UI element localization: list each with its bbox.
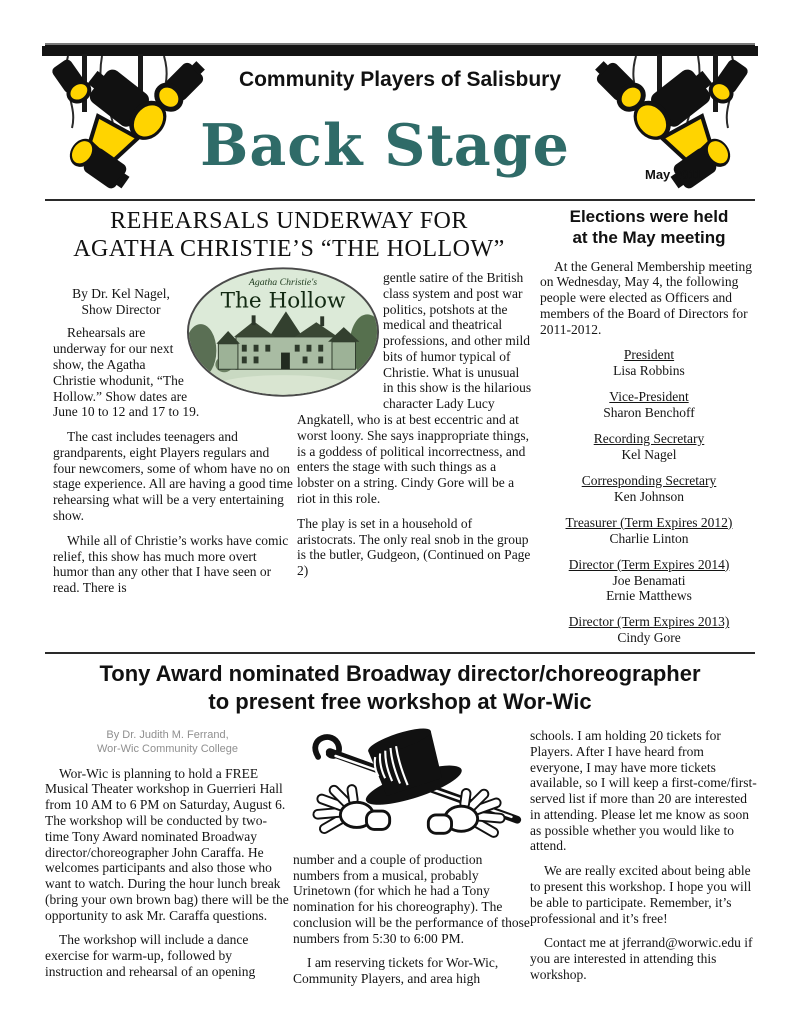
officer-name: Ernie Matthews: [606, 588, 692, 604]
top-hat-gloves-cane-icon: [293, 724, 525, 842]
workshop-byline-line1: By Dr. Judith M. Ferrand,: [106, 729, 229, 741]
workshop-byline: [45, 728, 290, 757]
workshop-col3-paragraph-1: schools. I am holding 20 tickets for Players. After I have heard from everyone, I may have more tickets available, so I will keep a first-come/first-served list if more than 20 are interested in attending. Please let me know as soon as possible whether you would like to attend.: [530, 728, 757, 854]
officer-entry-vice-president: [540, 389, 758, 421]
workshop-col2-paragraph-2: I am reserving tickets for Wor-Wic, Community Players, and area high: [293, 955, 499, 987]
newsletter-title: Back Stage: [200, 112, 570, 179]
hollow-headline: [45, 208, 533, 263]
poster-caption-top: Agatha Christie's: [248, 276, 318, 288]
officer-title: Treasurer (Term Expires 2012): [565, 514, 733, 530]
workshop-col2-paragraph-1: number and a couple of production numbers from a musical, probably Urinetown (for which he had a Tony nomination for his choreography). The conclusion will be the performance of those numbers from 5:30 to 6:00 PM.: [293, 851, 530, 946]
hollow-byline-line2: Show Director: [81, 302, 161, 318]
workshop-column-1: [45, 728, 290, 989]
elections-heading-line1: Elections were held: [569, 207, 729, 226]
hollow-article: [45, 206, 533, 652]
workshop-column-3: [530, 728, 758, 992]
elections-heading: [540, 206, 758, 249]
officer-name: Sharon Benchoff: [603, 405, 695, 421]
officer-name: Cindy Gore: [617, 630, 681, 646]
officer-title: Corresponding Secretary: [581, 472, 717, 488]
workshop-headline: [45, 660, 755, 715]
hollow-headline-line1: REHEARSALS UNDERWAY FOR: [110, 208, 468, 234]
officer-entry-president: [540, 347, 758, 379]
issue-date: May 2011: [645, 167, 703, 182]
workshop-col1-paragraph-1: Wor-Wic is planning to hold a FREE Musical Theater workshop in Guerrieri Hall from 10 AM to 6 PM on Saturday, August 6. The workshop will be conducted by two-time Tony Award nominated Broadway director/choreographer John Caraffa. He welcomes participants and also those who want to watch. During the hour lunch break (bring your own brown bag) there will be the opportunity to ask Mr. Caraffa questions.: [45, 765, 289, 923]
poster-wrap-spacer: [189, 286, 293, 402]
hollow-col1-paragraph-3: While all of Christie’s works have comic relief, this show has much more overt humor than any other that I have seen or read. There is: [53, 532, 289, 596]
officer-title: Director (Term Expires 2013): [568, 614, 730, 630]
workshop-headline-line2: to present free workshop at Wor-Wic: [208, 688, 592, 714]
officer-entry-director-2013: [540, 614, 758, 646]
officer-title: Recording Secretary: [593, 431, 705, 447]
hollow-column-1: [53, 286, 293, 605]
section-divider: [45, 652, 755, 654]
workshop-headline-line1: Tony Award nominated Broadway director/choreographer: [99, 661, 701, 686]
officer-name: Joe Benamati: [612, 572, 686, 588]
hollow-col1-paragraph-1: Rehearsals are underway for our next show, the Agatha Christie whodunit, “The Hollow.” Show dates are June 10 to 12 and 17 to 19.: [53, 325, 200, 420]
elections-article: [540, 206, 758, 646]
hollow-col2-paragraph-1: gentle satire of the British class system and post war politics, potshots at the medical and theatrical professions, and other mild bits of humor typical of Christie. What is unusual in this show is the hilarious character Lady Lucy Angkatell, who is at best eccentric and at worst loony. She says inappropriate things, is a goddess of political incorrectness, and enters the stage with such things as a lobster on a string. Cindy Gore will be a riot in this role.: [297, 270, 532, 506]
organization-name: Community Players of Salisbury: [238, 68, 562, 91]
workshop-col3-paragraph-2: We are really excited about being able to present this workshop. I hope you will be able to participate. Remember, it’s professional and it’s free!: [530, 863, 752, 926]
officer-name: Ken Johnson: [613, 488, 685, 504]
header-divider: [45, 199, 755, 201]
officer-entry-treasurer: [540, 515, 758, 547]
hollow-byline-line1: By Dr. Kel Nagel,: [72, 286, 170, 301]
hollow-col1-paragraph-2: The cast includes teenagers and grandparents, eight Players regulars and four newcomers, some of whom have no on stage experience. All are having a good time rehearsing what will be a very entertaining show.: [53, 429, 293, 523]
officer-entry-corresponding-secretary: [540, 473, 758, 505]
officer-entry-director-2014: [540, 557, 758, 605]
workshop-article: [45, 658, 755, 1030]
elections-intro: At the General Membership meeting on Wednesday, May 4, the following people were elected as Officers and members of the Board of Directors for 2011-2012.: [540, 258, 752, 337]
hollow-column-2: [297, 270, 533, 588]
workshop-byline-line2: Wor-Wic Community College: [97, 743, 238, 756]
officer-name: Lisa Robbins: [613, 363, 685, 379]
hollow-headline-line2: AGATHA CHRISTIE’S “THE HOLLOW”: [73, 235, 505, 262]
officer-name: Charlie Linton: [609, 530, 689, 546]
officer-title: President: [623, 347, 675, 363]
poster-wrap-spacer: [297, 270, 383, 398]
workshop-column-2: [293, 724, 531, 996]
officer-entry-recording-secretary: [540, 431, 758, 463]
officer-title: Director (Term Expires 2014): [568, 556, 730, 572]
workshop-col1-paragraph-2: The workshop will include a dance exercise for warm-up, followed by instruction and rehearsal of an opening: [45, 932, 256, 979]
poster-title: The Hollow: [220, 288, 346, 314]
officer-name: Kel Nagel: [621, 447, 677, 463]
officer-title: Vice-President: [609, 389, 689, 405]
workshop-col3-paragraph-3: Contact me at jferrand@worwic.edu if you are interested in attending this workshop.: [530, 935, 753, 982]
hollow-col2-paragraph-2: The play is set in a household of aristocrats. The only real snob in the group is the butler, Gudgeon, (Continued on Page 2): [297, 515, 531, 579]
elections-heading-line2: at the May meeting: [572, 228, 726, 248]
